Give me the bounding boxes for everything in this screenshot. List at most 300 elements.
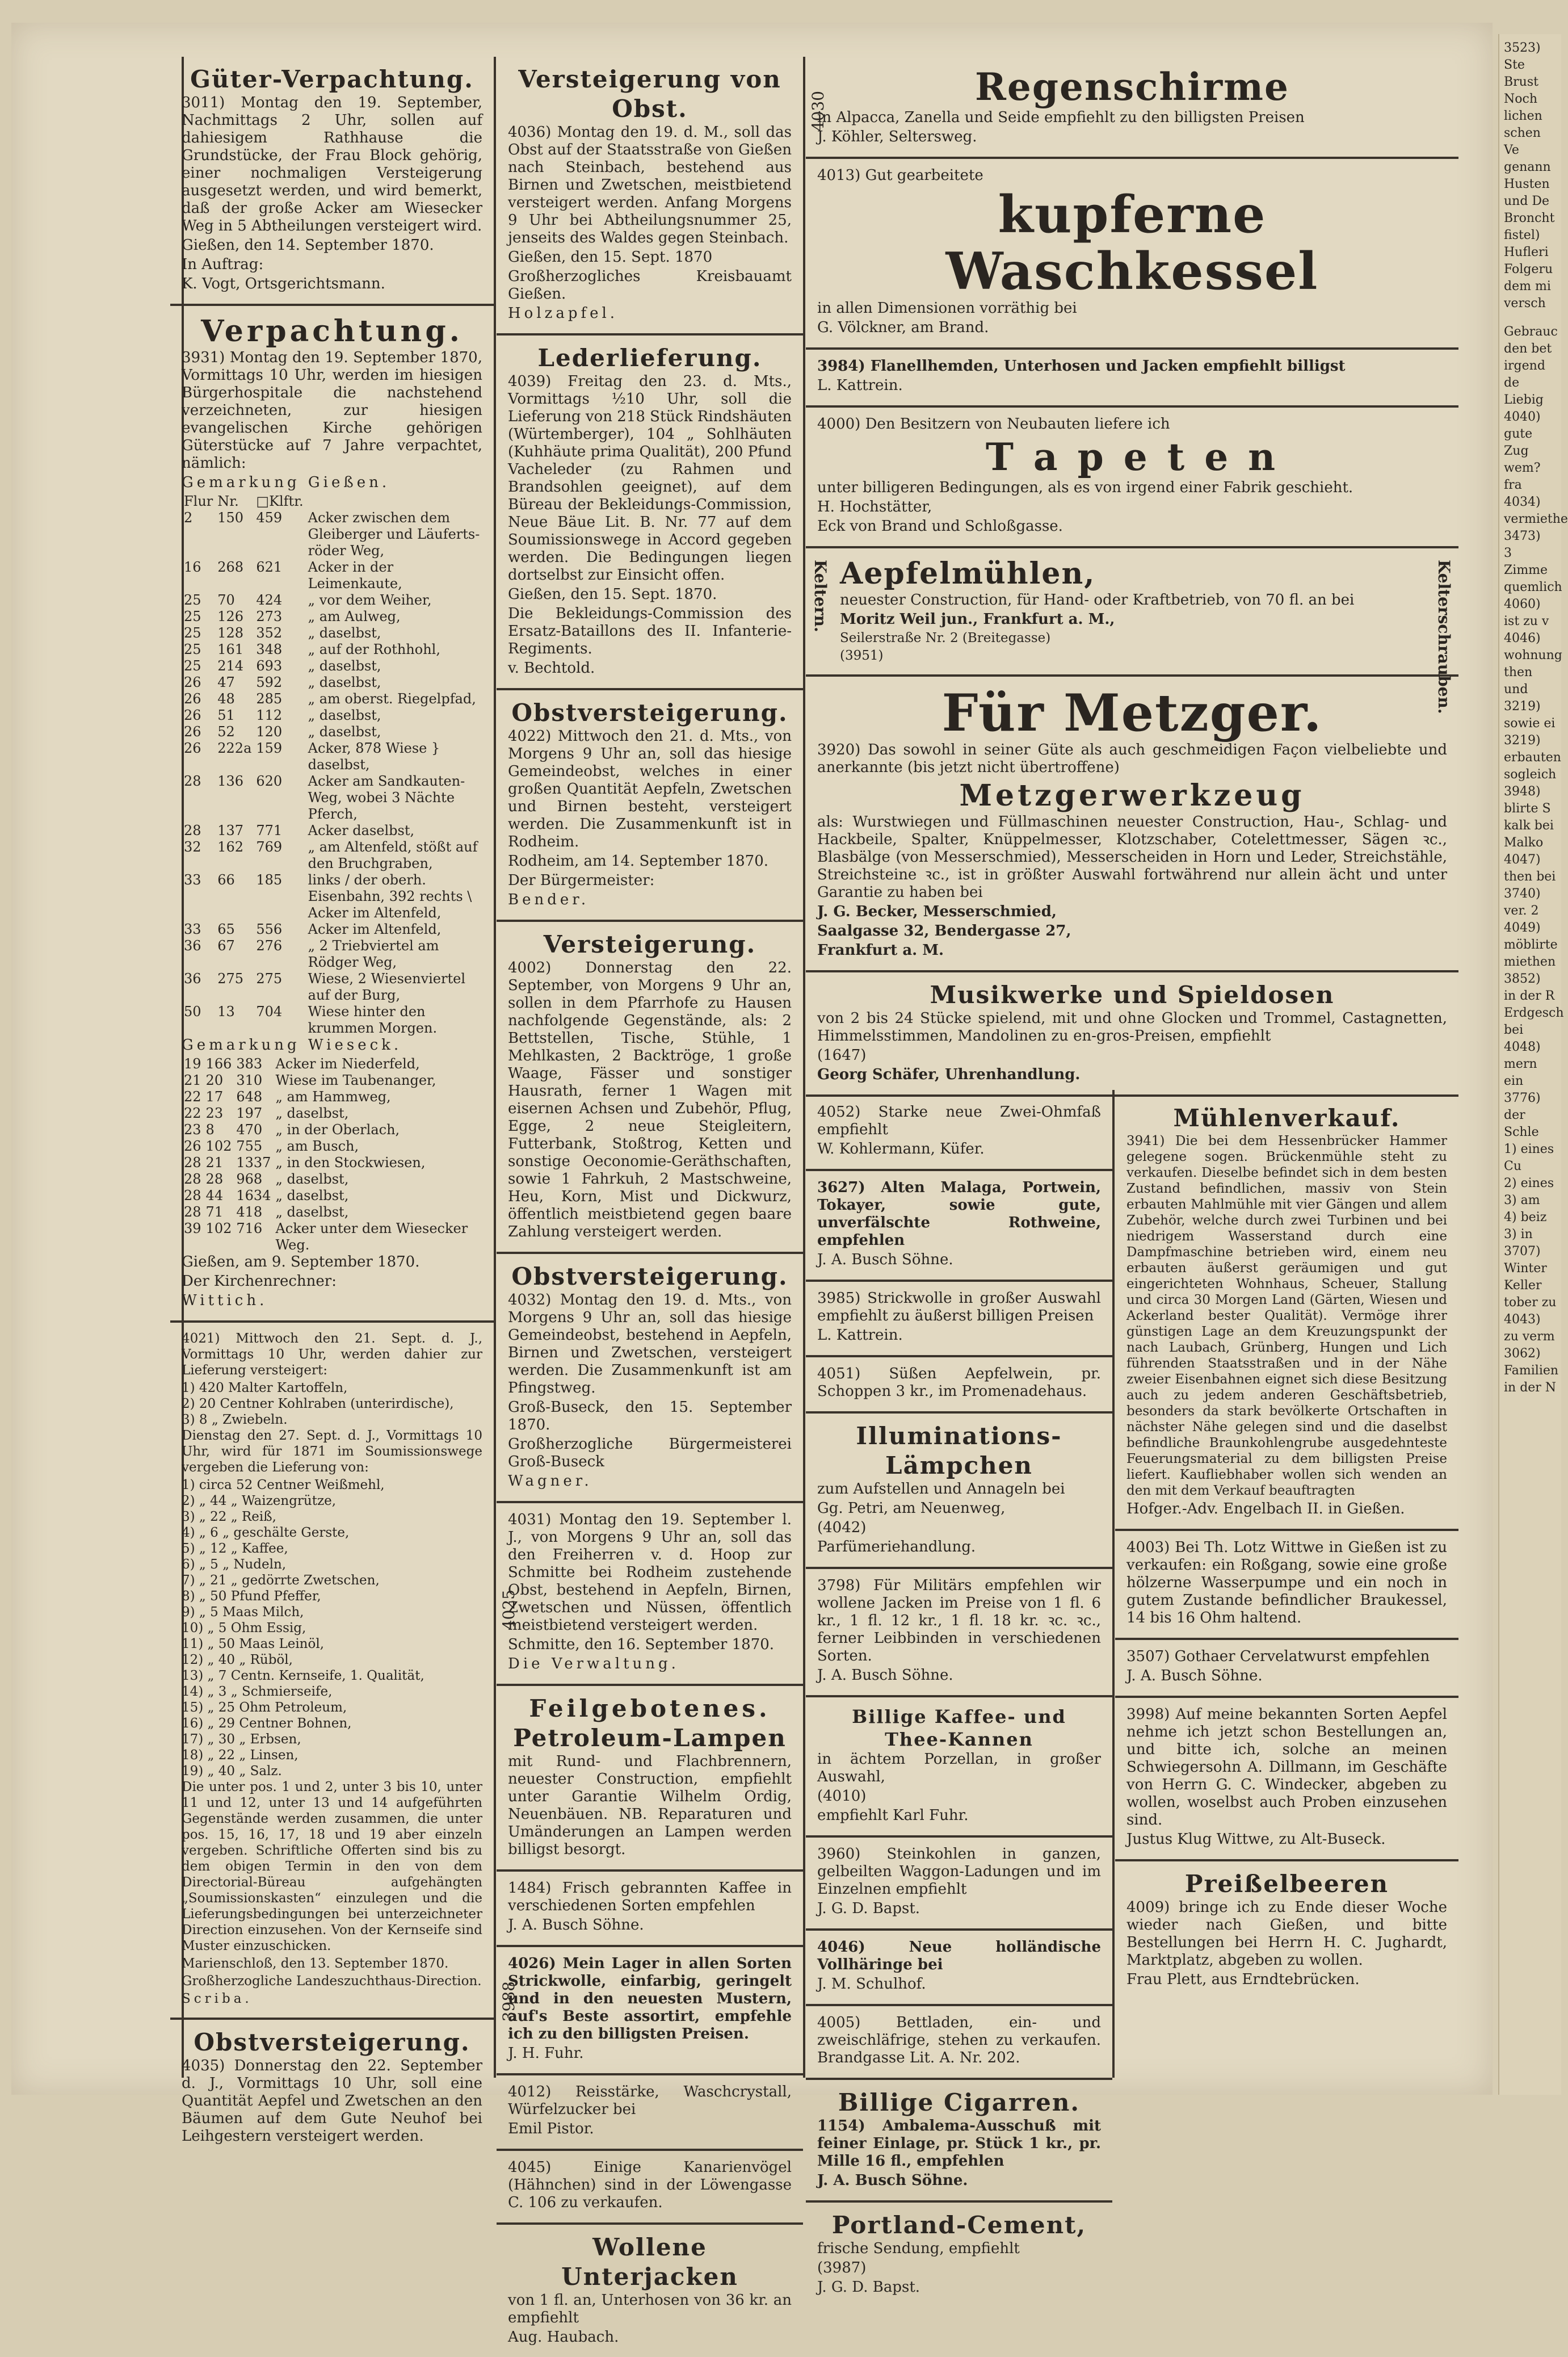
table-row bbox=[182, 1089, 482, 1105]
list-item: 10) „ 5 Ohm Essig, bbox=[182, 1621, 306, 1635]
table-cell-description: „ am oberst. Riegelpfad, bbox=[308, 691, 476, 707]
ad-sign: J. G. D. Bapst. bbox=[817, 1900, 920, 1917]
strip-line: mern ein bbox=[1504, 1057, 1537, 1088]
strip-line: 3948) bbox=[1504, 785, 1541, 799]
ad-sign: Großherzogliches Kreisbauamt Gießen. bbox=[508, 268, 792, 303]
ad-sign: J. H. Fuhr. bbox=[508, 2045, 584, 2062]
strip-line: fistel) bbox=[1504, 228, 1540, 242]
strip-line: erbauten bbox=[1504, 750, 1561, 765]
table-cell: 52 bbox=[217, 724, 235, 740]
list-item: 3) „ 22 „ Reiß, bbox=[182, 1509, 276, 1524]
list-item: 7) „ 21 „ gedörrte Zwetschen, bbox=[182, 1573, 380, 1588]
table-cell: 166 bbox=[205, 1056, 232, 1072]
strip-line: blirte S bbox=[1504, 802, 1551, 816]
table-cell: 556 bbox=[256, 921, 283, 937]
adjacent-page-strip bbox=[1498, 34, 1568, 2095]
table-cell: 120 bbox=[256, 724, 283, 740]
ad-intro: 4000) Den Besitzern von Neubauten liefere ich bbox=[817, 416, 1170, 433]
ad-date: Gießen, den 15. Sept. 1870. bbox=[508, 586, 717, 603]
ad-body: 4052) Starke neue Zwei-Ohmfaß empfiehlt bbox=[817, 1104, 1101, 1138]
ad-malaga bbox=[806, 1171, 1112, 1282]
ad-title: Güter-Verpachtung. bbox=[190, 65, 474, 93]
table-cell: 285 bbox=[256, 691, 283, 707]
table-cell: 126 bbox=[217, 609, 244, 624]
table-cell: 137 bbox=[217, 823, 244, 838]
ad-lieferung bbox=[170, 1323, 494, 2020]
table-cell: 28 bbox=[184, 1171, 201, 1187]
table-cell: 383 bbox=[236, 1056, 263, 1072]
ad-title: kupferne Waschkessel bbox=[945, 184, 1319, 301]
ad-cigarren bbox=[806, 2080, 1112, 2203]
ad-sign: J. G. D. Bapst. bbox=[817, 2279, 920, 2296]
item-list bbox=[182, 1477, 482, 1779]
ad-sign: Großherzogliche Bürgermeisterei Groß-Buseck bbox=[508, 1436, 792, 1470]
ad-title: Verpachtung. bbox=[201, 314, 463, 349]
ad-aepfel-bestellungen bbox=[1115, 1698, 1458, 1861]
ad-number: 4030 bbox=[809, 91, 827, 132]
ad-muehlenverkauf bbox=[1115, 1096, 1458, 1531]
table-cell: 418 bbox=[236, 1204, 263, 1220]
table-cell: 185 bbox=[256, 872, 283, 888]
side-label: Keltern. bbox=[811, 560, 830, 632]
ad-flanellhemden bbox=[806, 350, 1458, 408]
table-cell: 222a bbox=[217, 740, 252, 756]
list-item: 15) „ 25 Ohm Petroleum, bbox=[182, 1700, 347, 1715]
table-cell: 33 bbox=[184, 921, 201, 937]
ad-body: unter billigeren Bedingungen, als es von irgend einer Fabrik geschieht. bbox=[817, 479, 1353, 496]
strip-line: 4047) bbox=[1504, 853, 1541, 867]
table-cell: 162 bbox=[217, 839, 244, 855]
table-cell: 150 bbox=[217, 510, 244, 526]
table-cell: 19 bbox=[184, 1056, 201, 1072]
strip-line: ver. 2 bbox=[1504, 904, 1539, 918]
strip-line: Hufleri bbox=[1504, 245, 1549, 259]
list-item: 8) „ 50 Pfund Pfeffer, bbox=[182, 1589, 321, 1604]
strip-line: 4043) bbox=[1504, 1312, 1541, 1327]
ad-body: 4051) Süßen Aepfelwein, pr. Schoppen 3 kr., im Promenadehaus. bbox=[817, 1365, 1101, 1400]
table-cell: 25 bbox=[184, 658, 201, 674]
table-cell: 704 bbox=[256, 1004, 283, 1020]
ad-body: 4003) Bei Th. Lotz Wittwe in Gießen ist zu verkaufen: ein Roßgang, sowie eine große hölzerne Wasserpumpe und ein noch in gutem Zustande befindlicher Braukessel, 14 bis 16 Ohm haltend. bbox=[1126, 1539, 1447, 1626]
ad-body: Die unter pos. 1 und 2, unter 3 bis 10, unter 11 und 12, unter 13 und 14 aufgeführten Gegenstände werden zusammen, die unter pos. 15, 16, 17, 18 und 19 aber einzeln vergeben. Schriftliche Offerten sind bis zu dem obigen Termin in den von dem Directorial-Büreau aufgehängten „Soumissionskasten“ einzulegen und die Lieferungsbedingungen bei unterzeichneter Direction einzusehen. Von der Kernseife sind Muster einzuschicken. bbox=[182, 1780, 482, 1953]
table-cell: 33 bbox=[184, 872, 201, 888]
ad-subheading: Gemarkung Wieseck. bbox=[182, 1037, 402, 1054]
table-row bbox=[182, 1155, 482, 1171]
ad-body: 3960) Steinkohlen in ganzen, gelbeilten Waggon-Ladungen und im Einzelnen empfiehlt bbox=[817, 1846, 1101, 1898]
list-item: 14) „ 3 „ Schmierseife, bbox=[182, 1684, 333, 1699]
ad-reisstaerke bbox=[497, 2075, 803, 2151]
strip-line: Folgeru bbox=[1504, 262, 1553, 276]
strip-line: zu verm bbox=[1504, 1330, 1555, 1344]
ad-date: Groß-Buseck, den 15. September 1870. bbox=[508, 1399, 792, 1433]
ad-sign: In Auftrag: bbox=[182, 256, 264, 273]
table-header: Nr. bbox=[217, 493, 239, 509]
side-label: Kelterschrauben. bbox=[1435, 560, 1453, 714]
list-item: 2) 20 Centner Kohlraben (unterirdische), bbox=[182, 1396, 454, 1411]
ad-number: (4042) bbox=[817, 1519, 867, 1536]
strip-line: 3062) bbox=[1504, 1347, 1541, 1361]
ad-sign: Gg. Petri, am Neuenweg, bbox=[817, 1500, 1006, 1517]
ad-body: 4005) Bettladen, ein- und zweischläfrige, stehen zu verkaufen. Brandgasse Lit. A. Nr. 202. bbox=[817, 2014, 1101, 2066]
table-cell: 23 bbox=[184, 1122, 201, 1138]
ad-sign: Der Kirchenrechner: bbox=[182, 1273, 337, 1290]
strip-line: 4046) bbox=[1504, 631, 1541, 645]
table-cell: 102 bbox=[205, 1138, 232, 1154]
table-row bbox=[182, 658, 482, 674]
ad-title: T a p e t e n bbox=[985, 435, 1279, 479]
table-cell-description: Wiese hinter den krummen Morgen. bbox=[308, 1004, 438, 1036]
ad-preisselbeeren bbox=[1115, 1861, 1458, 1999]
ad-number: (4010) bbox=[817, 1788, 867, 1805]
ad-sign: Großherzogliche Landeszuchthaus-Direction. bbox=[182, 1974, 482, 1989]
table-cell-description: „ am Aulweg, bbox=[308, 609, 401, 624]
table-cell: 620 bbox=[256, 773, 283, 789]
strip-text-mid bbox=[1499, 318, 1568, 1402]
strip-line: Gebrauc bbox=[1504, 325, 1558, 339]
strip-line: lichen bbox=[1504, 109, 1542, 123]
list-item: 1) circa 52 Centner Weißmehl, bbox=[182, 1478, 385, 1492]
table-row bbox=[182, 724, 482, 740]
ad-sign: J. Köhler, Seltersweg. bbox=[817, 128, 977, 145]
table-cell: 1634 bbox=[236, 1188, 271, 1203]
column-3a bbox=[806, 1096, 1112, 2307]
table-cell-description: „ auf der Rothhohl, bbox=[308, 641, 440, 657]
ad-gueter-verpachtung bbox=[170, 57, 494, 306]
ad-body: 3920) Das sowohl in seiner Güte als auch geschmeidigen Façon vielbeliebte und anerkannte (bis jetzt nicht übertroffene) bbox=[817, 741, 1447, 776]
table-cell-description: „ daselbst, bbox=[308, 724, 381, 740]
table-cell-description: Acker zwischen dem Gleiberger und Läufertsröder Weg, bbox=[308, 510, 480, 559]
ad-fuer-metzger bbox=[806, 677, 1458, 972]
table-row bbox=[182, 872, 482, 921]
table-cell: 39 bbox=[184, 1221, 201, 1236]
strip-line: 3) am bbox=[1504, 1193, 1540, 1207]
ad-title: Mühlenverkauf. bbox=[1173, 1104, 1401, 1132]
table-row bbox=[182, 1072, 482, 1089]
table-row bbox=[182, 1105, 482, 1122]
strip-line: Keller bbox=[1504, 1278, 1542, 1293]
table-cell: 25 bbox=[184, 625, 201, 641]
ad-sign: v. Bechtold. bbox=[508, 660, 595, 677]
ad-body: 4031) Montag den 19. September l. J., von Morgens 9 Uhr an, soll das den Freiherren v. d. Hoop zur Schmitte bei Rodheim zustehende Obst, bestehend in Aepfeln, Birnen, Zwetschen und Nüssen, öffentlich meistbietend versteigert werden. bbox=[508, 1511, 792, 1634]
ad-number: 3988 bbox=[499, 1981, 518, 2022]
table-cell: 20 bbox=[205, 1072, 224, 1088]
table-cell: 769 bbox=[256, 839, 283, 855]
table-cell-description: „ 2 Triebviertel am Rödger Weg, bbox=[308, 938, 439, 970]
ad-sign: J. A. Busch Söhne. bbox=[817, 2172, 968, 2189]
table-row bbox=[182, 707, 482, 724]
table-cell: 70 bbox=[217, 592, 235, 608]
table-cell: 136 bbox=[217, 773, 244, 789]
table-row bbox=[182, 510, 482, 559]
ad-title: Für Metzger. bbox=[941, 683, 1323, 743]
strip-line: Brust bbox=[1504, 75, 1538, 89]
ad-illuminations-laempchen bbox=[806, 1414, 1112, 1569]
ad-body: 3985) Strickwolle in großer Auswahl empfiehlt zu äußerst billigen Preisen bbox=[817, 1290, 1101, 1324]
table-row bbox=[182, 921, 482, 938]
table-cell-description: „ daselbst, bbox=[275, 1188, 349, 1203]
ad-obstversteigerung-rodheim bbox=[497, 690, 803, 922]
column-rule bbox=[803, 57, 805, 2078]
ad-sign: J. A. Busch Söhne. bbox=[817, 1667, 953, 1684]
ad-number: (3987) bbox=[817, 2259, 867, 2276]
strip-line: 3473) bbox=[1504, 529, 1541, 543]
table-cell-description: links / der oberh. Eisenbahn, 392 rechts \ Acker im Altenfeld, bbox=[308, 872, 472, 921]
ad-strickwolle bbox=[497, 1947, 803, 2075]
strip-line: Erdgesch bbox=[1504, 1006, 1564, 1020]
table-cell-description: „ daselbst, bbox=[308, 674, 381, 690]
table-row bbox=[182, 740, 482, 773]
table-cell: 968 bbox=[236, 1171, 263, 1187]
table-cell-description: „ am Hammweg, bbox=[275, 1089, 391, 1105]
strip-line: 3523) bbox=[1504, 41, 1541, 55]
ad-steinkohlen bbox=[806, 1838, 1112, 1931]
table-cell-description: Acker, 878 Wiese } daselbst, bbox=[308, 740, 440, 773]
table-cell-description: Acker in der Leimenkaute, bbox=[308, 559, 402, 592]
ad-sign: L. Kattrein. bbox=[817, 377, 903, 394]
strip-line: genann bbox=[1504, 160, 1551, 174]
newspaper-page bbox=[11, 23, 1493, 2346]
table-cell: 25 bbox=[184, 609, 201, 624]
ad-body: 4046) Neue holländische Vollhäringe bei bbox=[817, 1939, 1101, 1973]
ad-body: in allen Dimensionen vorräthig bei bbox=[817, 300, 1077, 317]
ad-date: Gießen, den 15. Sept. 1870 bbox=[508, 249, 713, 266]
ad-sign: K. Vogt, Ortsgerichtsmann. bbox=[182, 275, 385, 292]
ad-number: (3951) bbox=[840, 648, 884, 663]
strip-line: 1) eines bbox=[1504, 1142, 1554, 1156]
ad-sign: Scriba. bbox=[182, 1991, 253, 2006]
strip-line: sogleich bbox=[1504, 768, 1557, 782]
strip-line: ist zu v bbox=[1504, 614, 1549, 628]
table-row bbox=[182, 1138, 482, 1155]
table-row bbox=[182, 674, 482, 691]
table-cell: 112 bbox=[256, 707, 283, 723]
ad-body: 3011) Montag den 19. September, Nachmittags 2 Uhr, sollen auf dahiesigem Rathhause die Grundstücke, der Frau Block gehörig, einer nochmaligen Versteigerung ausgesetzt werden, und wird bemerkt, daß der große Acker am Wiesecker Weg in 5 Abtheilungen versteigert wird. bbox=[182, 94, 482, 234]
strip-line: kalk bei bbox=[1504, 819, 1554, 833]
ad-title: Obstversteigerung. bbox=[511, 699, 788, 727]
parcel-rows bbox=[182, 510, 482, 1037]
ad-subheading: Gemarkung Gießen. bbox=[182, 474, 390, 491]
table-cell: 275 bbox=[256, 971, 283, 987]
table-cell: 71 bbox=[205, 1204, 224, 1220]
column-rule bbox=[494, 57, 496, 2078]
ad-obst-schmitte bbox=[497, 1503, 803, 1686]
list-item: 19) „ 40 „ Salz. bbox=[182, 1764, 282, 1779]
table-cell: 23 bbox=[205, 1105, 224, 1121]
table-cell: 25 bbox=[184, 592, 201, 608]
list-item: 18) „ 22 „ Linsen, bbox=[182, 1748, 299, 1763]
ad-body: 4002) Donnerstag den 22. September, von Morgens 9 Uhr an, sollen in dem Pfarrhofe zu Hausen nachfolgende Gegenstände, als: 2 Bettstellen, Tische, Stühle, 1 Mehlkasten, 2 Backtröge, 1 große Waage, Fässer und sonstiger Hausrath, ferner 1 Wagen mit eisernen Achsen und Zubehör, Pflug, Egge, 2 neue Steigleitern, Futterbank, Stoßtrog, Ketten und sonstige Oeconomie-Geräthschaften, sowie 1 Fahrkuh, 2 Mastschweine, Heu, Korn, Mist und Dickwurz, öffentlich meistbietend gegen baare Zahlung versteigert werden. bbox=[508, 959, 792, 1240]
table-row bbox=[182, 1122, 482, 1138]
ad-body: von 2 bis 24 Stücke spielend, mit und ohne Glocken und Trommel, Castagnetten, Himmelsstimmen, Mandolinen zu en-gros-Preisen, empfiehlt bbox=[817, 1010, 1447, 1045]
strip-line: miethen bbox=[1504, 955, 1556, 969]
ad-tapeten bbox=[806, 408, 1458, 548]
table-cell: 66 bbox=[217, 872, 235, 888]
table-cell: 592 bbox=[256, 674, 283, 690]
ad-body: 4036) Montag den 19. d. M., soll das Obst auf der Staatsstraße von Gießen nach Steinbach, bestehend aus Birnen und Zwetschen, meistbietend versteigert werden. Anfang Morgens 9 Uhr bei Abtheilungsnummer 25, jenseits des Waldes gegen Steinbach. bbox=[508, 124, 792, 246]
ad-bettladen bbox=[806, 2006, 1112, 2080]
strip-line: 4) beiz bbox=[1504, 1210, 1547, 1224]
strip-line: schen Ve bbox=[1504, 126, 1541, 157]
strip-line: 3219) bbox=[1504, 733, 1541, 748]
strip-line: 4034) bbox=[1504, 495, 1541, 509]
table-cell: 21 bbox=[205, 1155, 224, 1171]
table-cell: 197 bbox=[236, 1105, 263, 1121]
strip-line: Ste bbox=[1504, 58, 1525, 72]
ad-body: 3941) Die bei dem Hessenbrücker Hammer gelegene sogen. Brückenmühle steht zu verkaufen. Dieselbe befindet sich in dem besten Zustand befindlichen, massiv von Stein erbauten Mahlmühle mit vier Gängen und allem Zubehör, welche durch zwei Turbinen und bei niedrigem Wasserstand durch eine Dampfmaschine betrieben wird, einem neu erbauten äußerst geräumigen und gut eingerichteten Wohnhaus, Scheuer, Stallung und circa 30 Morgen Land (Gärten, Wiesen und Ackerland bester Qualität). Vermöge ihrer günstigen Lage an dem Kreuzungspunkt der nach Laubach, Grünberg, Hungen und Lich führenden Staatsstraßen und in der Nähe zweier Eisenbahnen eignet sich diese Besitzung auch zu jedem anderen Geschäftsbetrieb, besonders da stark bevölkerte Ortschaften in nächster Nähe gelegen sind und die daselbst befindliche Braunkohlengrube ausgedehnteste Feuerungsmaterial zu dem billigsten Preise liefert. Kaufliebhaber wollen sich wenden an den mit dem Verkauf beauftragten bbox=[1126, 1134, 1447, 1498]
ad-title: Regenschirme bbox=[975, 65, 1289, 109]
ad-sign: Holzapfel. bbox=[508, 305, 619, 322]
table-cell: 273 bbox=[256, 609, 283, 624]
ad-body: 3798) Für Militärs empfehlen wir wollene Jacken im Preise von 1 fl. 6 kr., 1 fl. 12 kr., 1 fl. 18 kr. ꝛc. ꝛc., ferner Leibbinden in verschiedenen Sorten. bbox=[817, 1577, 1101, 1664]
table-cell-description: „ daselbst, bbox=[275, 1105, 349, 1121]
ad-sign: Die Bekleidungs-Commission des Ersatz-Bataillons des II. Infanterie-Regiments. bbox=[508, 605, 792, 657]
table-row bbox=[182, 1221, 482, 1253]
table-cell-description: „ in der Oberlach, bbox=[275, 1122, 400, 1138]
ad-body: 4032) Montag den 19. d. Mts., von Morgens 9 Uhr an, soll das hiesige Gemeindeobst, bestehend in Aepfeln, Birnen und Zwetschen, versteigert werden. Die Zusammenkunft ist am Pfingstweg. bbox=[508, 1291, 792, 1396]
table-cell: 268 bbox=[217, 559, 244, 575]
list-item: 16) „ 29 Centner Bohnen, bbox=[182, 1716, 352, 1731]
strip-line: dem mi bbox=[1504, 279, 1551, 293]
column-4 bbox=[1115, 1096, 1458, 1999]
list-item: 3) 8 „ Zwiebeln. bbox=[182, 1412, 288, 1427]
table-cell: 26 bbox=[184, 740, 201, 756]
ad-sign: Bender. bbox=[508, 891, 590, 908]
table-cell-description: „ am Busch, bbox=[275, 1138, 359, 1154]
strip-line: Broncht bbox=[1504, 211, 1555, 225]
ad-sign: Frankfurt a. M. bbox=[817, 942, 944, 959]
ad-sign: W. Kohlermann, Küfer. bbox=[817, 1140, 985, 1157]
ad-sign: Hofger.-Adv. Engelbach II. in Gießen. bbox=[1126, 1500, 1405, 1517]
table-cell-description: „ daselbst, bbox=[275, 1171, 349, 1187]
ad-sign: Justus Klug Wittwe, zu Alt-Buseck. bbox=[1126, 1831, 1386, 1848]
ad-sign: Emil Pistor. bbox=[508, 2120, 594, 2137]
ad-verpachtung bbox=[170, 306, 494, 1323]
table-cell: 51 bbox=[217, 707, 235, 723]
strip-line: wem? fra bbox=[1504, 461, 1541, 492]
table-cell: 28 bbox=[184, 1155, 201, 1171]
ad-title: Billige Kaffee- und Thee-Kannen bbox=[852, 1706, 1066, 1750]
table-cell: 28 bbox=[184, 823, 201, 838]
ad-date: Gießen, am 9. September 1870. bbox=[182, 1253, 420, 1270]
table-cell-description: Acker daselbst, bbox=[308, 823, 415, 838]
ad-address: Seilerstraße Nr. 2 (Breitegasse) bbox=[840, 631, 1051, 645]
ad-body: in ächtem Porzellan, in großer Auswahl, bbox=[817, 1751, 1101, 1785]
ad-kanarienvoegel bbox=[497, 2151, 803, 2225]
table-row bbox=[182, 625, 482, 641]
strip-line: Cu bbox=[1504, 1159, 1522, 1173]
table-cell-description: „ vor dem Weiher, bbox=[308, 592, 432, 608]
ad-sign: Der Bürgermeister: bbox=[508, 872, 655, 889]
table-row bbox=[182, 938, 482, 971]
table-cell: 47 bbox=[217, 674, 235, 690]
table-cell: 352 bbox=[256, 625, 283, 641]
ad-date: Schmitte, den 16. September 1870. bbox=[508, 1636, 775, 1653]
table-cell: 621 bbox=[256, 559, 283, 575]
strip-line: Husten bbox=[1504, 177, 1550, 191]
strip-line: gute Zug bbox=[1504, 427, 1533, 458]
ad-title: Lederlieferung. bbox=[537, 344, 762, 372]
table-cell: 22 bbox=[184, 1089, 201, 1105]
table-row bbox=[182, 641, 482, 658]
table-cell: 22 bbox=[184, 1105, 201, 1121]
strip-line: vermiethe bbox=[1504, 512, 1568, 526]
ad-vollhaeringe bbox=[806, 1931, 1112, 2006]
strip-line: Familien bbox=[1504, 1364, 1559, 1378]
ad-sign: Die Verwaltung. bbox=[508, 1655, 679, 1672]
strip-line: den bet bbox=[1504, 342, 1552, 356]
table-cell: 1337 bbox=[236, 1155, 271, 1171]
table-cell: 26 bbox=[184, 707, 201, 723]
strip-line: 3) in bbox=[1504, 1227, 1533, 1242]
ad-title: Obstversteigerung. bbox=[511, 1263, 788, 1290]
ad-title: Illuminations-Lämpchen bbox=[856, 1422, 1062, 1479]
column-3-wide bbox=[806, 57, 1458, 1097]
strip-line: sowie ei bbox=[1504, 716, 1556, 731]
ad-sign: empfiehlt Karl Fuhr. bbox=[817, 1807, 969, 1824]
list-item: 13) „ 7 Centn. Kernseife, 1. Qualität, bbox=[182, 1668, 424, 1683]
ad-body: als: Wurstwiegen und Füllmaschinen neuester Construction, Hau-, Schlag- und Hackbeile, Spalter, Knüppelmesser, Klotzschaber, Cotelettmesser, Sägen ꝛc., Blasbälge (von Messerschmied), Messerscheiden in Horn und Leder, Streichstähle, Streichsteine ꝛc., ist in größter Auswahl fortwährend nur allein ächt und unter Garantie zu haben bei bbox=[817, 813, 1447, 901]
ad-body: 3998) Auf meine bekannten Sorten Aepfel nehme ich jetzt schon Bestellungen an, und bitte ich, solche an meinen Schwiegersohn A. Dillmann, im Geschäfte von Herrn G. C. Windecker, abgeben zu wollen, woselbst auch Proben einzusehen sind. bbox=[1126, 1706, 1447, 1828]
ad-zwei-ohmfass bbox=[806, 1096, 1112, 1171]
strip-line: 3707) bbox=[1504, 1244, 1541, 1259]
table-cell: 102 bbox=[205, 1221, 232, 1236]
ad-sign: Frau Plett, aus Erndtebrücken. bbox=[1126, 1971, 1360, 1988]
ad-waschkessel bbox=[806, 159, 1458, 350]
table-header-row bbox=[182, 493, 482, 510]
table-cell: 26 bbox=[184, 674, 201, 690]
table-cell: 214 bbox=[217, 658, 244, 674]
ad-kaffeekannen bbox=[806, 1697, 1112, 1838]
ad-body: 3627) Alten Malaga, Portwein, Tokayer, sowie gute, unverfälschte Rothweine, empfehlen bbox=[817, 1179, 1101, 1249]
table-row bbox=[182, 1171, 482, 1188]
ad-body: 4026) Mein Lager in allen Sorten Strickwolle, einfarbig, geringelt und in den neuesten Mustern, auf's Beste assortirt, empfehle ich zu den billigsten Preisen. bbox=[508, 1955, 792, 2043]
table-cell-description: Acker im Altenfeld, bbox=[308, 921, 442, 937]
list-item: 1) 420 Malter Kartoffeln, bbox=[182, 1381, 348, 1395]
ad-number: 4025 bbox=[499, 1589, 518, 1630]
ad-body: in Alpacca, Zanella und Seide empfiehlt zu den billigsten Preisen bbox=[817, 109, 1305, 126]
table-row bbox=[182, 1004, 482, 1037]
table-row bbox=[182, 691, 482, 707]
ad-date: Marienschloß, den 13. September 1870. bbox=[182, 1956, 449, 1971]
table-cell: 2 bbox=[184, 510, 193, 526]
strip-line: quemlich bbox=[1504, 580, 1562, 594]
table-cell: 16 bbox=[184, 559, 201, 575]
ad-body: 4009) bringe ich zu Ende dieser Woche wieder nach Gießen, und bitte Bestellungen bei Herrn H. C. Jughardt, Marktplatz, abgeben zu wollen. bbox=[1126, 1899, 1447, 1969]
ad-sign: L. Kattrein. bbox=[817, 1327, 903, 1344]
parcel-table bbox=[182, 1056, 482, 1253]
table-cell: 159 bbox=[256, 740, 283, 756]
ad-body: 4022) Mittwoch den 21. d. Mts., von Morgens 9 Uhr an, soll das hiesige Gemeindeobst, welches in einer großen Quantität Aepfeln, Zwetschen und Birnen besteht, versteigert werden. Die Zusammenkunft ist in Rodheim. bbox=[508, 728, 792, 850]
table-row bbox=[182, 823, 482, 839]
ad-kaffee bbox=[497, 1872, 803, 1947]
strip-line: Liebig bbox=[1504, 393, 1544, 407]
ad-body: mit Rund- und Flachbrennern, neuester Construction, empfiehlt unter Garantie Wilhelm Ordig, Neuenbäuen. NB. Reparaturen und Umänderungen an Lampen werden billigst besorgt. bbox=[508, 1753, 792, 1858]
ad-sign: Aug. Haubach. bbox=[508, 2329, 619, 2346]
list-item: 6) „ 5 „ Nudeln, bbox=[182, 1557, 287, 1572]
table-row bbox=[182, 1056, 482, 1072]
table-cell-description: „ daselbst, bbox=[308, 625, 381, 641]
item-list bbox=[182, 1380, 482, 1428]
ad-title: Obstversteigerung. bbox=[194, 2028, 470, 2056]
table-cell: 13 bbox=[217, 1004, 235, 1020]
ad-sign: J. A. Busch Söhne. bbox=[1126, 1667, 1263, 1684]
table-cell: 8 bbox=[205, 1122, 215, 1138]
strip-line: 3852) bbox=[1504, 972, 1541, 986]
ad-intro: 4013) Gut gearbeitete bbox=[817, 167, 983, 184]
ad-regenschirme bbox=[806, 57, 1458, 159]
table-row bbox=[182, 592, 482, 609]
strip-line: then und bbox=[1504, 665, 1533, 697]
